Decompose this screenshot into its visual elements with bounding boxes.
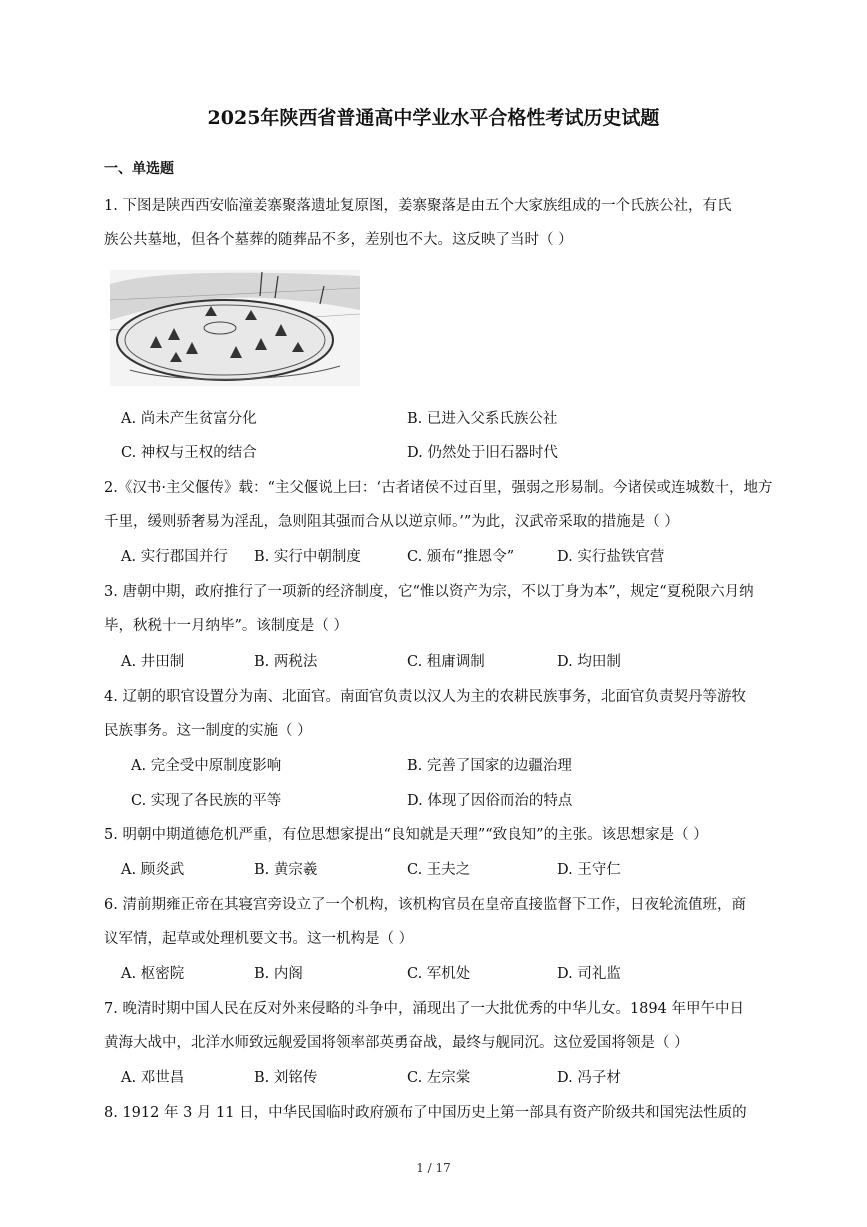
question-4-option-d: D. 体现了因俗而治的特点 bbox=[407, 793, 573, 809]
question-1-option-d: D. 仍然处于旧石器时代 bbox=[407, 445, 558, 461]
question-5-line-1: 5. 明朝中期道德危机严重，有位思想家提出“良知就是天理”“致良知”的主张。该思想家是（ ） bbox=[104, 827, 708, 843]
question-5-option-d: D. 王守仁 bbox=[557, 862, 621, 878]
question-3-option-c: C. 租庸调制 bbox=[407, 654, 485, 670]
question-5-option-c: C. 王夫之 bbox=[407, 862, 471, 878]
question-2-option-d: D. 实行盐铁官营 bbox=[557, 549, 665, 565]
settlement-illustration bbox=[110, 270, 360, 386]
question-6-option-b: B. 内阁 bbox=[254, 966, 303, 982]
question-2-option-b: B. 实行中朝制度 bbox=[254, 549, 361, 565]
question-4-option-b: B. 完善了国家的边疆治理 bbox=[407, 758, 572, 774]
question-2-line-1: 2.《汉书·主父偃传》载：“主父偃说上曰：‘古者诸侯不过百里，强弱之形易制。今诸侯或连城数十，地方 bbox=[104, 480, 773, 496]
question-1-option-b: B. 已进入父系氏族公社 bbox=[407, 411, 558, 427]
question-7-line-1: 7. 晚清时期中国人民在反对外来侵略的斗争中，涌现出了一大批优秀的中华儿女。1894 年甲午中日 bbox=[104, 1001, 744, 1017]
question-6-option-d: D. 司礼监 bbox=[557, 966, 621, 982]
question-7-option-b: B. 刘铭传 bbox=[254, 1070, 318, 1086]
question-6-option-a: A. 枢密院 bbox=[121, 966, 185, 982]
question-7-option-a: A. 邓世昌 bbox=[121, 1070, 185, 1086]
question-2-option-c: C. 颁布“推恩令” bbox=[407, 549, 515, 565]
question-5-option-b: B. 黄宗羲 bbox=[254, 862, 318, 878]
question-1-line-1: 1. 下图是陕西西安临潼姜寨聚落遗址复原图，姜寨聚落是由五个大家族组成的一个氏族公社，有氏 bbox=[104, 198, 732, 214]
question-3-line-1: 3. 唐朝中期，政府推行了一项新的经济制度，它“惟以资产为宗，不以丁身为本”，规定“夏税限六月纳 bbox=[104, 584, 754, 600]
question-6-option-c: C. 军机处 bbox=[407, 966, 471, 982]
question-4-line-2: 民族事务。这一制度的实施（ ） bbox=[104, 723, 312, 739]
section-heading: 一、单选题 bbox=[104, 161, 174, 177]
question-5-option-a: A. 顾炎武 bbox=[121, 862, 185, 878]
question-7-option-d: D. 冯子材 bbox=[557, 1070, 621, 1086]
question-1-option-c: C. 神权与王权的结合 bbox=[121, 445, 257, 461]
page-title: 2025年陕西省普通高中学业水平合格性考试历史试题 bbox=[207, 107, 660, 129]
question-3-option-d: D. 均田制 bbox=[557, 654, 621, 670]
question-3-line-2: 毕，秋税十一月纳毕”。该制度是（ ） bbox=[104, 618, 349, 634]
question-6-line-1: 6. 清前期雍正帝在其寝宫旁设立了一个机构，该机构官员在皇帝直接监督下工作，日夜轮流值班，商 bbox=[104, 897, 746, 913]
question-7-option-c: C. 左宗棠 bbox=[407, 1070, 471, 1086]
question-2-option-a: A. 实行郡国并行 bbox=[121, 549, 228, 565]
question-6-line-2: 议军情，起草或处理机要文书。这一机构是（ ） bbox=[104, 931, 414, 947]
question-1-option-a: A. 尚未产生贫富分化 bbox=[121, 411, 257, 427]
question-7-line-2: 黄海大战中，北洋水师致远舰爱国将领率部英勇奋战，最终与舰同沉。这位爱国将领是（ ） bbox=[104, 1035, 689, 1051]
question-1-line-2: 族公共墓地，但各个墓葬的随葬品不多，差别也不大。这反映了当时（ ） bbox=[104, 232, 573, 248]
page-indicator: 1 / 17 bbox=[416, 1161, 451, 1175]
question-3-option-a: A. 井田制 bbox=[121, 654, 185, 670]
question-3-option-b: B. 两税法 bbox=[254, 654, 318, 670]
question-4-line-1: 4. 辽朝的职官设置分为南、北面官。南面官负责以汉人为主的农耕民族事务，北面官负责契丹等游牧 bbox=[104, 689, 746, 705]
question-4-option-a: A. 完全受中原制度影响 bbox=[131, 758, 282, 774]
question-4-option-c: C. 实现了各民族的平等 bbox=[131, 793, 282, 809]
question-8-line-1: 8. 1912 年 3 月 11 日，中华民国临时政府颁布了中国历史上第一部具有资产阶级共和国宪法性质的 bbox=[104, 1105, 747, 1121]
question-2-line-2: 千里，缓则骄奢易为淫乱，急则阻其强而合从以逆京师。’”为此，汉武帝采取的措施是（ ） bbox=[104, 514, 679, 530]
